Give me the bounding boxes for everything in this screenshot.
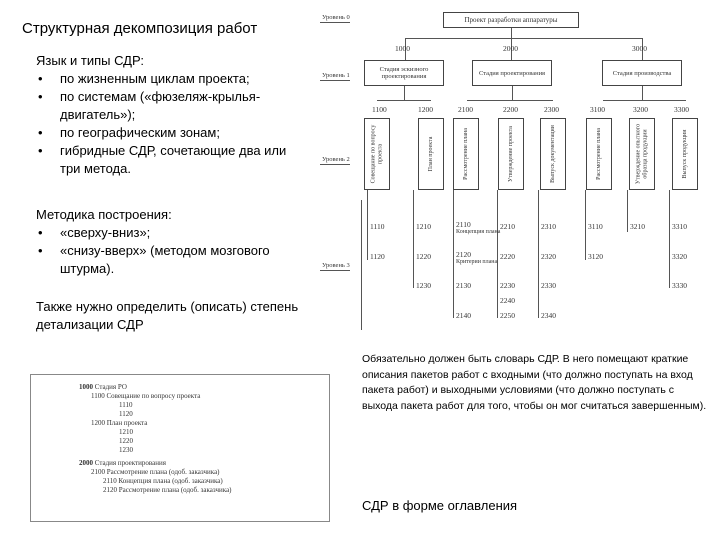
phase-code: 2000 xyxy=(503,44,518,53)
toc-line: 2120 Рассмотрение плана (одоб. заказчика) xyxy=(103,486,232,494)
list-item: • по географическим зонам; xyxy=(36,124,306,142)
toc-code: 2100 xyxy=(91,468,105,476)
list-item: • по системам («фюзеляж-крылья-двигатель»); xyxy=(36,88,306,124)
level2-label: План проекта xyxy=(427,136,434,172)
connector xyxy=(627,190,628,232)
toc-caption: СДР в форме оглавления xyxy=(362,498,518,513)
wbs-code: 3210 xyxy=(630,222,645,231)
toc-line: 1220 xyxy=(119,437,133,445)
wbs-code: 2100 xyxy=(458,105,473,114)
connector xyxy=(361,200,362,330)
wbs-code: 3100 xyxy=(590,105,605,114)
wbs-code: 3300 xyxy=(674,105,689,114)
wbs-code: 2250 xyxy=(500,311,515,320)
connector xyxy=(669,190,670,288)
method-block xyxy=(36,206,306,278)
connector xyxy=(512,86,513,100)
wbs-code: 1110 xyxy=(370,222,385,231)
toc-line xyxy=(91,468,220,476)
connector xyxy=(511,28,512,38)
toc-line: 2110 Концепция плана (одоб. заказчика) xyxy=(103,477,223,485)
connector xyxy=(642,86,643,100)
wbs-code: 1210 xyxy=(416,222,431,231)
level-label: Уровень 1 xyxy=(322,72,350,79)
level2-box xyxy=(364,118,390,190)
toc-line xyxy=(91,419,147,427)
level2-box xyxy=(672,118,698,190)
wbs-code: 3120 xyxy=(588,252,603,261)
wbs-code: 1220 xyxy=(416,252,431,261)
wbs-code: 1120 xyxy=(370,252,385,261)
wbs-code: 2210 xyxy=(500,222,515,231)
phase-code: 1000 xyxy=(395,44,410,53)
wbs-code: 3110 xyxy=(588,222,603,231)
wbs-code: 1230 xyxy=(416,281,431,290)
toc-line: 1110 xyxy=(119,401,133,409)
sdr-types-heading: Язык и типы СДР: xyxy=(36,53,144,68)
level-arrow xyxy=(320,270,350,271)
toc-line: 1120 xyxy=(119,410,133,418)
toc-code: 2000 xyxy=(79,459,93,467)
wbs-code: 2220 xyxy=(500,252,515,261)
toc-text: План проекта xyxy=(106,419,148,427)
wbs-code: 2230 xyxy=(500,281,515,290)
detail-note: Также нужно определить (описать) степень детализации СДР xyxy=(36,299,299,332)
wbs-code: 2110 xyxy=(456,220,471,229)
toc-code: 1200 xyxy=(91,419,105,427)
wbs-toc-image xyxy=(30,374,330,522)
toc-code: 1100 xyxy=(91,392,105,400)
wbs-code: 3320 xyxy=(672,252,687,261)
phase-code: 3000 xyxy=(632,44,647,53)
wbs-code: 2320 xyxy=(541,252,556,261)
wbs-code: 2330 xyxy=(541,281,556,290)
wbs-code: 2300 xyxy=(544,105,559,114)
dictionary-note: Обязательно должен быть словарь СДР. В него помещают краткие описания пакетов работ с входными (что должно поступать на вход пакета работ) и выходными условиями (что должно поступать с выхода пакета работ для того, чтобы он мог считаться завершенным). xyxy=(362,353,707,412)
level2-label: Утверждение опытного образца продукции xyxy=(635,123,648,185)
wbs-code: 1100 xyxy=(372,105,387,114)
level2-label: Рассмотрение плана xyxy=(595,128,602,180)
wbs-code: 2240 xyxy=(500,296,515,305)
toc-line xyxy=(79,459,166,467)
level-arrow xyxy=(320,164,350,165)
toc-line: 1230 xyxy=(119,446,133,454)
connector xyxy=(453,190,454,318)
connector xyxy=(497,190,498,318)
level2-box xyxy=(540,118,566,190)
list-item: • по жизненным циклам проекта; xyxy=(36,70,306,88)
page-title: Структурная декомпозиция работ xyxy=(22,20,258,37)
level2-label: Выпуск документации xyxy=(549,125,556,183)
toc-line xyxy=(91,392,200,400)
list-item: • «сверху-вниз»; xyxy=(36,224,306,242)
method-heading: Методика построения: xyxy=(36,207,172,222)
wbs-code: 2200 xyxy=(503,105,518,114)
phase-box: Стадия производства xyxy=(602,60,682,86)
phase-box: Стадия проектирования xyxy=(472,60,552,86)
level2-label: Выпуск продукции xyxy=(681,129,688,179)
level2-box xyxy=(453,118,479,190)
wbs-code: 2340 xyxy=(541,311,556,320)
connector xyxy=(413,190,414,288)
level-label: Уровень 2 xyxy=(322,156,350,163)
wbs-note: Критерии плана xyxy=(456,259,498,265)
level2-box xyxy=(586,118,612,190)
connector xyxy=(585,190,586,260)
wbs-code: 2130 xyxy=(456,281,471,290)
level-label: Уровень 0 xyxy=(322,14,350,21)
connector xyxy=(405,38,642,39)
connector xyxy=(404,86,405,100)
connector xyxy=(603,100,686,101)
wbs-code: 2140 xyxy=(456,311,471,320)
level2-box xyxy=(418,118,444,190)
level2-label: Рассмотрение плана xyxy=(462,128,469,180)
level-label: Уровень 3 xyxy=(322,262,350,269)
wbs-code: 3330 xyxy=(672,281,687,290)
toc-text: Совещание по вопросу проекта xyxy=(106,392,201,400)
level-arrow xyxy=(320,80,350,81)
phase-box: Стадия эскизного проектирования xyxy=(364,60,444,86)
list-item: • «снизу-вверх» (методом мозгового штурма). xyxy=(36,242,306,278)
toc-line xyxy=(79,383,127,391)
toc-text: Рассмотрение плана (одоб. заказчика) xyxy=(106,468,220,476)
wbs-code: 1200 xyxy=(418,105,433,114)
list-item: • гибридные СДР, сочетающие два или три метода. xyxy=(36,142,306,178)
connector xyxy=(377,100,431,101)
connector xyxy=(367,190,368,260)
toc-text: Стадия проектирования xyxy=(94,459,166,467)
level2-label: Утверждение проекта xyxy=(507,126,514,182)
connector xyxy=(467,100,553,101)
sdr-types-block xyxy=(36,52,306,178)
sdr-types-list xyxy=(36,70,306,178)
wbs-note: Концепция плана xyxy=(456,229,501,235)
toc-text: Стадия РО xyxy=(94,383,127,391)
level2-box xyxy=(498,118,524,190)
wbs-code: 3310 xyxy=(672,222,687,231)
level2-label: Совещание по вопросу проекта xyxy=(370,124,383,184)
wbs-code: 2310 xyxy=(541,222,556,231)
toc-code: 1000 xyxy=(79,383,93,391)
wbs-code: 3200 xyxy=(633,105,648,114)
connector xyxy=(538,190,539,318)
level2-box xyxy=(629,118,655,190)
toc-line: 1210 xyxy=(119,428,133,436)
wbs-root-box: Проект разработки аппаратуры xyxy=(443,12,579,28)
method-list xyxy=(36,224,306,278)
level-arrow xyxy=(320,22,350,23)
wbs-code: 2120 xyxy=(456,250,471,259)
